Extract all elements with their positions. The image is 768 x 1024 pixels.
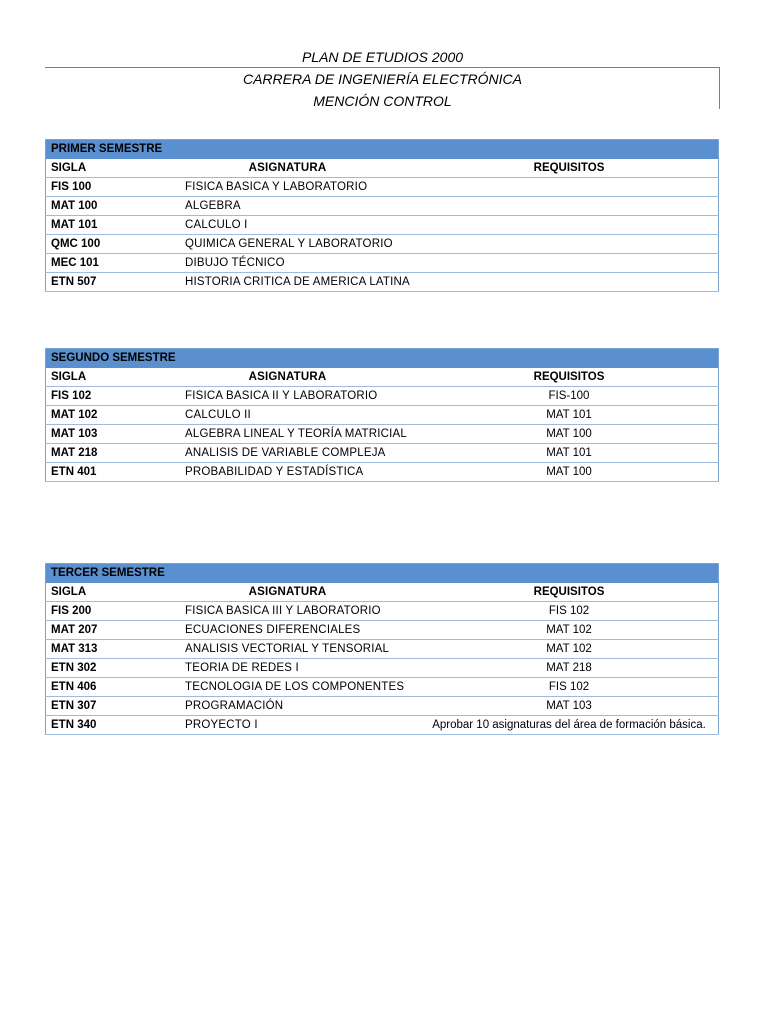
table-row xyxy=(46,425,719,444)
requisitos-cell: FIS 102 xyxy=(420,678,719,697)
asignatura-cell: PROGRAMACIÓN xyxy=(180,697,420,716)
document-header xyxy=(45,46,720,112)
table-row xyxy=(46,640,719,659)
plan-title: PLAN DE ETUDIOS 2000 xyxy=(301,49,464,65)
sigla-cell: MEC 101 xyxy=(46,254,181,273)
column-header-sigla: SIGLA xyxy=(46,368,181,387)
sigla-cell: ETN 307 xyxy=(46,697,181,716)
sigla-cell: MAT 218 xyxy=(46,444,181,463)
sigla-cell: FIS 102 xyxy=(46,387,181,406)
asignatura-cell: PROYECTO I xyxy=(180,716,420,735)
requisitos-cell: MAT 102 xyxy=(420,621,719,640)
semester-table-1 xyxy=(45,139,719,292)
asignatura-cell: QUIMICA GENERAL Y LABORATORIO xyxy=(180,235,420,254)
requisitos-cell: MAT 100 xyxy=(420,463,719,482)
table-row xyxy=(46,659,719,678)
sigla-cell: MAT 313 xyxy=(46,640,181,659)
requisitos-cell xyxy=(420,216,719,235)
requisitos-cell: MAT 100 xyxy=(420,425,719,444)
semester-table-3 xyxy=(45,563,719,735)
sigla-cell: FIS 100 xyxy=(46,178,181,197)
table-row xyxy=(46,406,719,425)
career-title: CARRERA DE INGENIERÍA ELECTRÓNICA xyxy=(242,71,522,87)
asignatura-cell: HISTORIA CRITICA DE AMERICA LATINA xyxy=(180,273,420,292)
requisitos-cell: MAT 101 xyxy=(420,444,719,463)
sigla-cell: QMC 100 xyxy=(46,235,181,254)
semester-title: PRIMER SEMESTRE xyxy=(46,140,719,159)
sigla-cell: MAT 100 xyxy=(46,197,181,216)
requisitos-cell: MAT 218 xyxy=(420,659,719,678)
asignatura-cell: TECNOLOGIA DE LOS COMPONENTES xyxy=(180,678,420,697)
column-header-asignatura: ASIGNATURA xyxy=(180,583,420,602)
table-row xyxy=(46,235,719,254)
requisitos-cell xyxy=(420,273,719,292)
table-row xyxy=(46,678,719,697)
sigla-cell: FIS 200 xyxy=(46,602,181,621)
table-row xyxy=(46,387,719,406)
table-row xyxy=(46,273,719,292)
table-row xyxy=(46,178,719,197)
requisitos-cell xyxy=(420,197,719,216)
asignatura-cell: DIBUJO TÉCNICO xyxy=(180,254,420,273)
table-row xyxy=(46,216,719,235)
requisitos-cell: FIS-100 xyxy=(420,387,719,406)
sigla-cell: MAT 103 xyxy=(46,425,181,444)
semester-title: SEGUNDO SEMESTRE xyxy=(46,349,719,368)
table-row xyxy=(46,716,719,735)
column-header-asignatura: ASIGNATURA xyxy=(180,368,420,387)
asignatura-cell: FISICA BASICA Y LABORATORIO xyxy=(180,178,420,197)
column-header-requisitos: REQUISITOS xyxy=(420,583,719,602)
sigla-cell: ETN 302 xyxy=(46,659,181,678)
column-header-sigla: SIGLA xyxy=(46,583,181,602)
table-row xyxy=(46,444,719,463)
table-row xyxy=(46,197,719,216)
asignatura-cell: PROBABILIDAD Y ESTADÍSTICA xyxy=(180,463,420,482)
semester-title: TERCER SEMESTRE xyxy=(46,564,719,583)
requisitos-cell: MAT 103 xyxy=(420,697,719,716)
header-rule xyxy=(45,67,720,68)
asignatura-cell: ANALISIS DE VARIABLE COMPLEJA xyxy=(180,444,420,463)
mention-title: MENCIÓN CONTROL xyxy=(313,93,452,109)
asignatura-cell: ALGEBRA xyxy=(180,197,420,216)
asignatura-cell: FISICA BASICA III Y LABORATORIO xyxy=(180,602,420,621)
sigla-cell: ETN 406 xyxy=(46,678,181,697)
requisitos-cell xyxy=(420,254,719,273)
column-header-requisitos: REQUISITOS xyxy=(420,159,719,178)
semester-table-2 xyxy=(45,348,719,482)
column-header-asignatura: ASIGNATURA xyxy=(180,159,420,178)
table-row xyxy=(46,254,719,273)
sigla-cell: ETN 340 xyxy=(46,716,181,735)
asignatura-cell: FISICA BASICA II Y LABORATORIO xyxy=(180,387,420,406)
column-header-requisitos: REQUISITOS xyxy=(420,368,719,387)
header-vertical-rule xyxy=(719,67,720,109)
sigla-cell: MAT 207 xyxy=(46,621,181,640)
requisitos-cell: FIS 102 xyxy=(420,602,719,621)
asignatura-cell: CALCULO II xyxy=(180,406,420,425)
asignatura-cell: CALCULO I xyxy=(180,216,420,235)
asignatura-cell: TEORIA DE REDES I xyxy=(180,659,420,678)
requisitos-cell: Aprobar 10 asignaturas del área de formación básica. xyxy=(420,716,719,735)
table-row xyxy=(46,463,719,482)
sigla-cell: ETN 507 xyxy=(46,273,181,292)
sigla-cell: ETN 401 xyxy=(46,463,181,482)
column-header-sigla: SIGLA xyxy=(46,159,181,178)
sigla-cell: MAT 102 xyxy=(46,406,181,425)
table-row xyxy=(46,697,719,716)
asignatura-cell: ANALISIS VECTORIAL Y TENSORIAL xyxy=(180,640,420,659)
sigla-cell: MAT 101 xyxy=(46,216,181,235)
asignatura-cell: ALGEBRA LINEAL Y TEORÍA MATRICIAL xyxy=(180,425,420,444)
requisitos-cell: MAT 102 xyxy=(420,640,719,659)
asignatura-cell: ECUACIONES DIFERENCIALES xyxy=(180,621,420,640)
requisitos-cell xyxy=(420,235,719,254)
requisitos-cell xyxy=(420,178,719,197)
table-row xyxy=(46,621,719,640)
table-row xyxy=(46,602,719,621)
requisitos-cell: MAT 101 xyxy=(420,406,719,425)
